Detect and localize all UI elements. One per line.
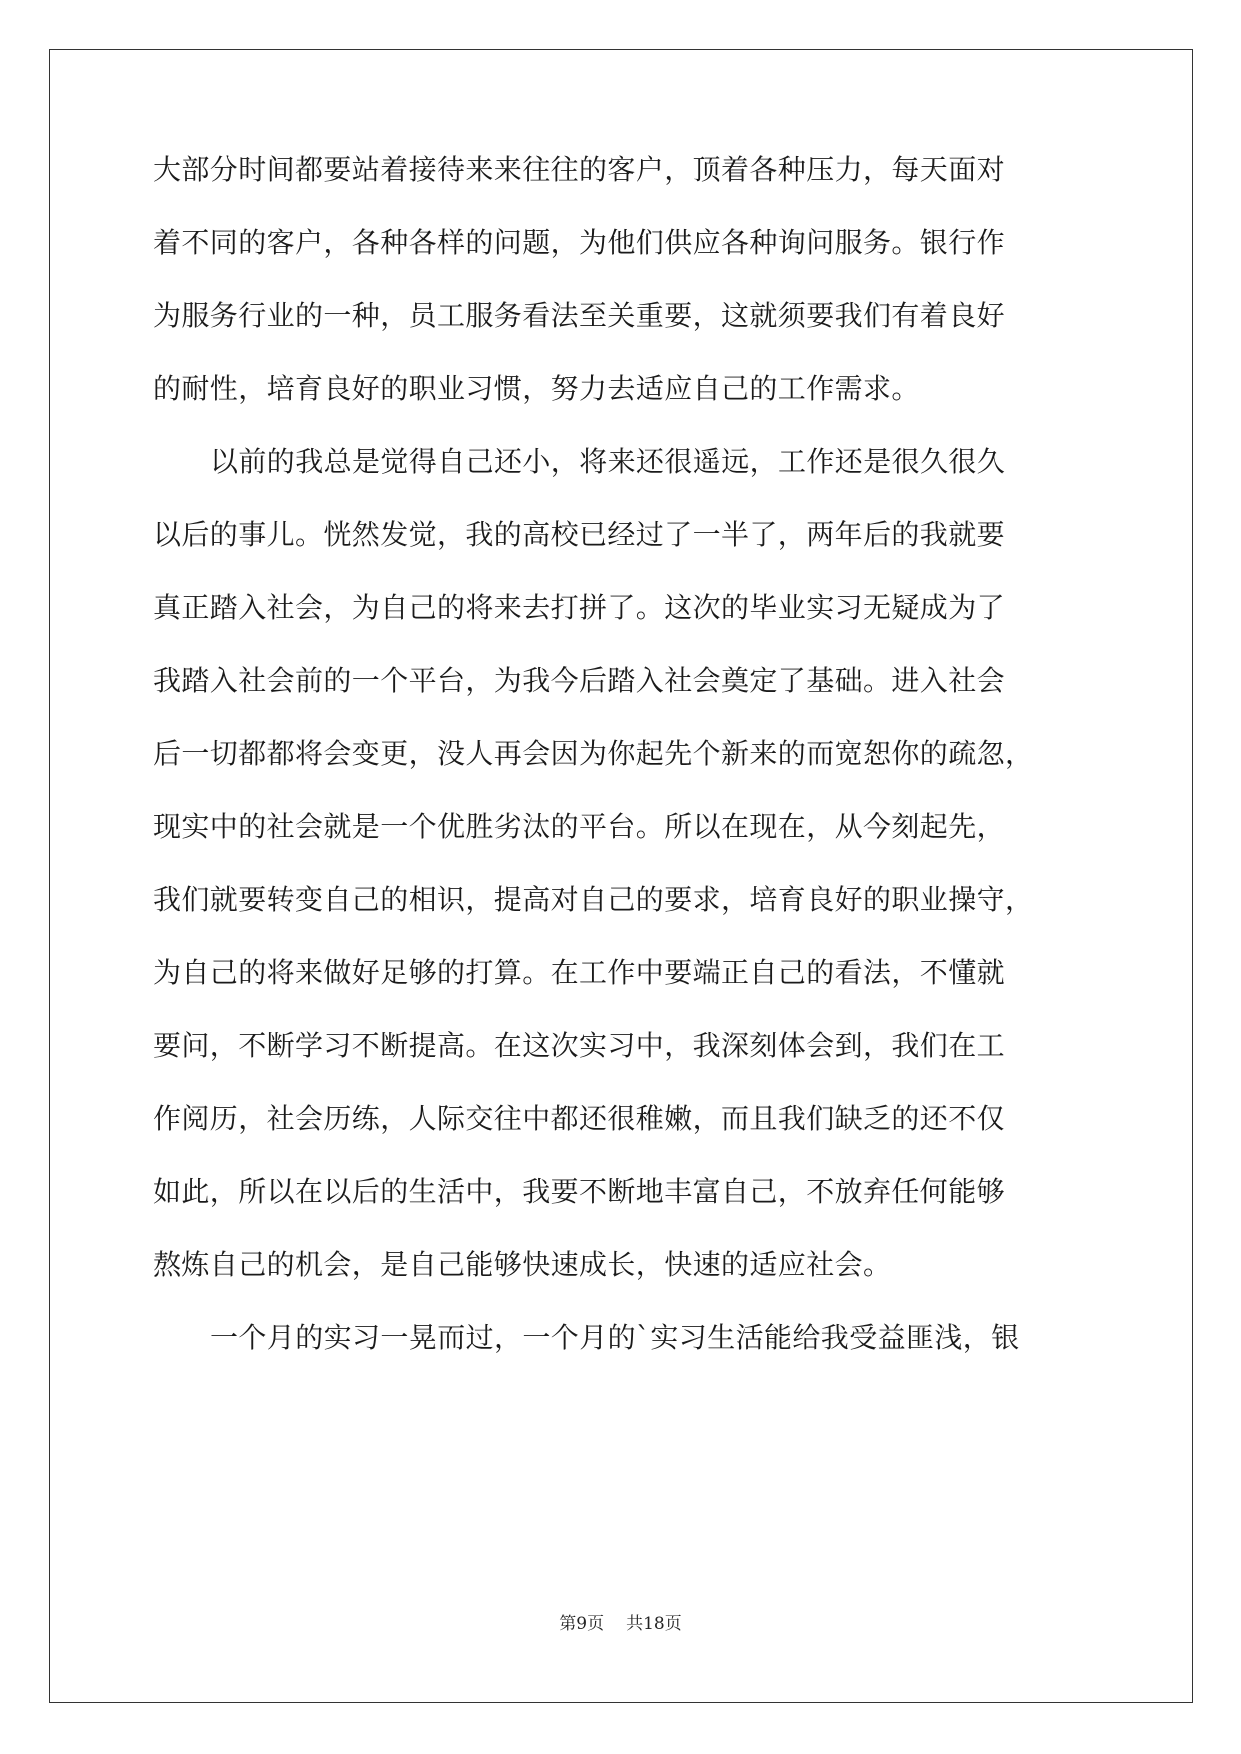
text-line: 为自己的将来做好足够的打算。在工作中要端正自己的看法，不懂就 [153,956,1006,989]
text-line: 熬炼自己的机会，是自己能够快速成长，快速的适应社会。 [153,1248,892,1281]
text-line: 要问，不断学习不断提高。在这次实习中，我深刻体会到，我们在工 [153,1029,1006,1062]
page-footer [0,1612,1241,1636]
text-line: 作阅历，社会历练，人际交往中都还很稚嫩，而且我们缺乏的还不仅 [153,1102,1006,1135]
text-line: 的耐性，培育良好的职业习惯，努力去适应自己的工作需求。 [153,372,920,405]
text-line: 以后的事儿。恍然发觉，我的高校已经过了一半了，两年后的我就要 [153,518,1006,551]
page-number: 第9页 [559,1614,605,1634]
text-line: 着不同的客户，各种各样的问题，为他们供应各种询问服务。银行作 [153,226,1006,259]
text-line: 大部分时间都要站着接待来来往往的客户，顶着各种压力，每天面对 [153,153,1006,186]
text-line: 后一切都都将会变更，没人再会因为你起先个新来的而宽恕你的疏忽， [153,737,1034,770]
page-total: 共18页 [626,1614,682,1634]
text-line: 现实中的社会就是一个优胜劣汰的平台。所以在现在，从今刻起先， [153,810,1006,843]
paragraph-first-line: 以前的我总是觉得自己还小，将来还很遥远，工作还是很久很久 [210,445,1006,478]
text-line: 真正踏入社会，为自己的将来去打拼了。这次的毕业实习无疑成为了 [153,591,1006,624]
text-line: 我们就要转变自己的相识，提高对自己的要求，培育良好的职业操守， [153,883,1034,916]
text-line: 为服务行业的一种，员工服务看法至关重要，这就须要我们有着良好 [153,299,1006,332]
text-line: 如此，所以在以后的生活中，我要不断地丰富自己，不放弃任何能够 [153,1175,1006,1208]
paragraph-first-line: 一个月的实习一晃而过，一个月的`实习生活能给我受益匪浅，银 [210,1321,1020,1354]
text-line: 我踏入社会前的一个平台，为我今后踏入社会奠定了基础。进入社会 [153,664,1006,697]
